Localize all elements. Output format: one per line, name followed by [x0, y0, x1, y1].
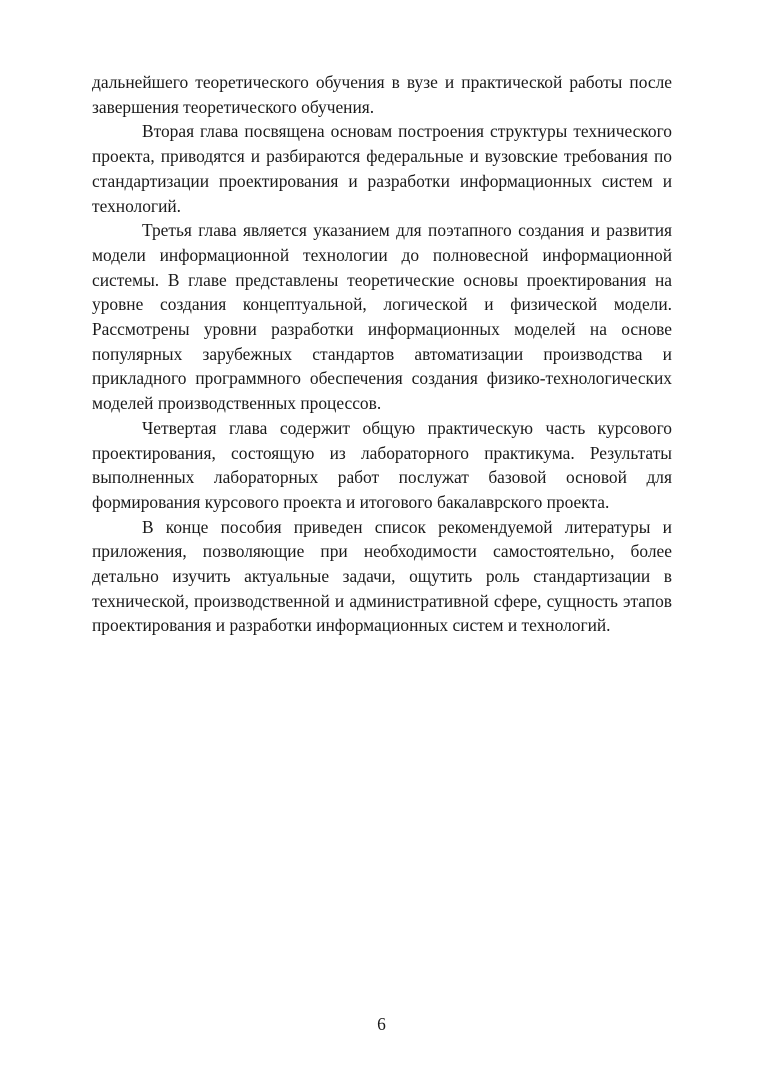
paragraph-chapter-two: Вторая глава посвящена основам построения структуры технического проекта, приводятся и разбираются федеральные и вузовские требования по стандартизации проектирования и разработки информационных систем и технологий.	[92, 121, 672, 216]
document-body	[92, 70, 672, 638]
paragraph-continuation: дальнейшего теоретического обучения в вузе и практической работы после завершения теоретического обучения.	[92, 72, 672, 117]
paragraph-chapter-four: Четвертая глава содержит общую практическую часть курсового проектирования, состоящую из лабораторного практикума. Результаты выполненных лабораторных работ послужат базовой основой для формирования курсового проекта и итогового бакалаврского проекта.	[92, 417, 672, 512]
paragraph-chapter-three: Третья глава является указанием для поэтапного создания и развития модели информационной технологии до полновесной информационной системы. В главе представлены теоретические основы проектирования на уровне создания концептуальной, логической и физической модели. Рассмотрены уровни разработки информационных моделей на основе популярных зарубежных стандартов автоматизации производства и прикладного программного обеспечения создания физико-технологических моделей производственных процессов.	[92, 220, 672, 414]
page-number: 6	[377, 1014, 386, 1034]
paragraph-conclusion: В конце пособия приведен список рекомендуемой литературы и приложения, позволяющие при необходимости самостоятельно, более детально изучить актуальные задачи, ощутить роль стандартизации в технической, производственной и административной сфере, сущность этапов проектирования и разработки информационных систем и технологий.	[92, 516, 672, 636]
